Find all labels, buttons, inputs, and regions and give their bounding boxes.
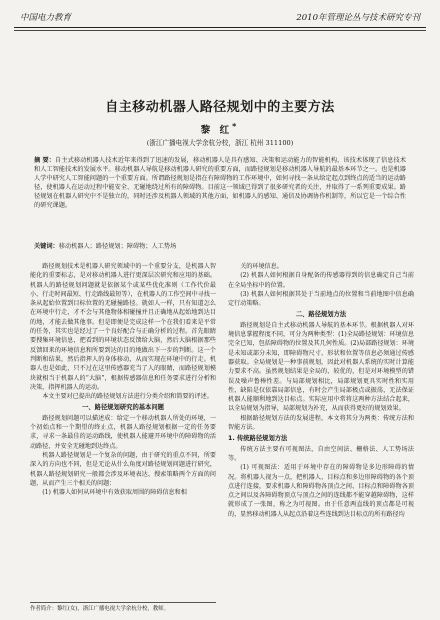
author-line xyxy=(0,122,440,136)
paragraph: 关的环境信息。 xyxy=(240,263,283,270)
paragraph: 机器人路径规划是一个复杂的问题，由于研究的重点不同，所要深入的方向也不同，但是无论从什么角度对路径规划问题进行研究，机器人路径规划研究一般都会涉及环境表达、搜索策略两个方面的问题，从而产生三个相关的问题： xyxy=(30,451,216,487)
author-mark: * xyxy=(232,122,240,131)
abstract-text: 自主式移动机器人技术近年来得到了迅速的发展，移动机器人是具有感知、决策和运动能力的智能机构，该技术体现了信息技术和人工智能技术的发展水平。移动机器人导航是移动机器人研究的重要方面，而路径规划是移动机器人导航的最基本环节之一。也是机器人学中研究人工智能问题的一个重要方面。所谓路径规划是指在有障碍物的工作环境中，如何寻找一条从给定起点到终点的适当的运动路径，使机器人在运动过程中能安全、无碰地绕过所有的障碍物。目前这一领域已得到了很多研究者的关注，并取得了一系列重要成果。路径规划在机器人研究中不是独立的，同时还涉及机器人领域的其他方面，如机器人的感知、通信及协调协作机制等，所以它是一个综合性的研究课题。 xyxy=(34,157,407,210)
right-column xyxy=(228,262,414,519)
keywords-label: 关键词： xyxy=(34,243,59,250)
keywords xyxy=(34,241,406,250)
paragraph: 传统方法主要有可视图法、自由空间法、栅格法、人工势场法等。 xyxy=(228,445,414,462)
paragraph: (2) 机器人如何根据自身配备的传感器得到的信息确定自己当前在全局坐标中的位置。 xyxy=(228,272,414,289)
paragraph: 根据路径规划方法的发展进程，本文将其分为两类：传统方法和智能方法。 xyxy=(228,414,414,432)
issue-info: 2010年管理论丛与技术研究专刊 xyxy=(296,13,420,23)
header-rule-thin xyxy=(14,30,426,31)
header-rule xyxy=(14,27,426,28)
paragraph: 本文主要对已提出的路径规划方法进行分类介绍和简要的评述。 xyxy=(42,393,213,401)
affiliation: (浙江广播电视大学余杭分校，浙江 杭州 311100) xyxy=(146,139,294,147)
abstract-label: 摘 要： xyxy=(34,157,56,164)
left-column xyxy=(30,262,216,497)
paper-title: 自主移动机器人路径规划中的主要方法 xyxy=(105,100,335,115)
author-name: 黎 红 xyxy=(200,125,233,137)
keywords-text: 移动机器人；路径规划；障碍物；人工势场 xyxy=(58,243,177,250)
journal-name: 中国电力教育 xyxy=(20,13,72,23)
paragraph: 路径规划问题可以描述成：给定一个移动机器人所处的环境，一个初始点和一个期望的终止点，机器人路径规划根据一定的任务要求，寻求一条最佳的运动路线，使机器人能避开环境中的障碍物的活动路径，并安全无碰地到达终点。 xyxy=(30,414,216,450)
paragraph: (1) 机器人如何从环境中有效获取周围的障碍信息和相 xyxy=(42,489,187,497)
abstract xyxy=(34,156,406,211)
section-heading: 1. 传统路径规划方法 xyxy=(228,435,288,443)
section-heading: 二、路径规划方法 xyxy=(295,311,347,319)
footnote: 作者简介：黎红(女)，浙江广播电视大学余杭分校，教师。 xyxy=(30,602,216,612)
paragraph: 路径规划技术是机器人研究领域中的一个重要分支，是机器人智能化的重要标志，是对移动机器人进行更深层次研究和应用的基础。机器人的路径规划问题就是依据某个或某些优化准则（工作代价最小、行走时间最短、行走路线最短等），在机器人的工作空间中寻找一条从起始位置到目标位置的无碰撞路径。就如人一样，只有知道怎么在环境中行走，才不会与其他物体相碰撞并且正确地从起始地到达目的地，才能去做其他事。但是即便是完成这样一个在我们看来是平常的任务，其实也是经过了一个良好配合与正确分析的过程。首先眼睛要搜集环境信息，把看到的环境状态反馈给大脑，然后大脑根据那些反馈回来的环境信息和所要到达的目的地做出下一步的判断。这一个判断和结果，然后指挥人的身体移动，从而实现在环境中的行走。机器人也是如此，只不过在这里传感器充当了人的眼睛，而路径规划模块就相当于机器人的“大脑”，根据传感器信息和任务要求进行分析和决策，指挥机器人的运动。 xyxy=(30,263,216,391)
paragraph: (1) 可视图法：适用于环境中存在的障碍物是多边形障碍的情况。将机器人视为一点，把机器人、目标点和多边形障碍物的各个顶点进行连接，要求机器人和障碍物各顶点之间、目标点和障碍物各顶点之间以及各障碍物顶点与顶点之间的连线都不能穿越障碍物，这样就形成了一张图，称之为可视图。由于任意两直线的顶点都是可视的，显然移动机器人从起点沿着这些连线到达目标点的所有路径均 xyxy=(228,464,414,518)
section-heading: 一、路径规划研究的基本问题 xyxy=(82,404,164,412)
running-header xyxy=(14,9,426,25)
paragraph: 路径规划是自主式移动机器人导航的基本环节。根据机器人对环境信息掌握程度不同，可分为两种类型：(1)全局路径规划：环境信息完全已知，包括障碍物的位置及其几何性质。(2)局部路径规划：环境是未知或部分未知，即障碍物尺寸、形状和位置等信息必须通过传感器获取。全局规划是一种事前规划，因此对机器人系统的实时计算能力要求不高。虽然规划结果是全局的、较优的，但是对环境模型的错误及噪声鲁棒性差。与局部规划相比，局部规划更具实时性和实用性，缺陷是仅依靠局部信息，有时会产生局部极点或振荡，无法保证机器人能顺利地到达目标点。实际应用中常将这两种方法结合起来，以全局规划为指导，局部规划为补充，从而获得更好的规划效果。 xyxy=(228,321,414,413)
paragraph: (3) 机器人如何根据其处于当前地点的位置和当前地图中信息确定行动策略。 xyxy=(228,290,414,308)
